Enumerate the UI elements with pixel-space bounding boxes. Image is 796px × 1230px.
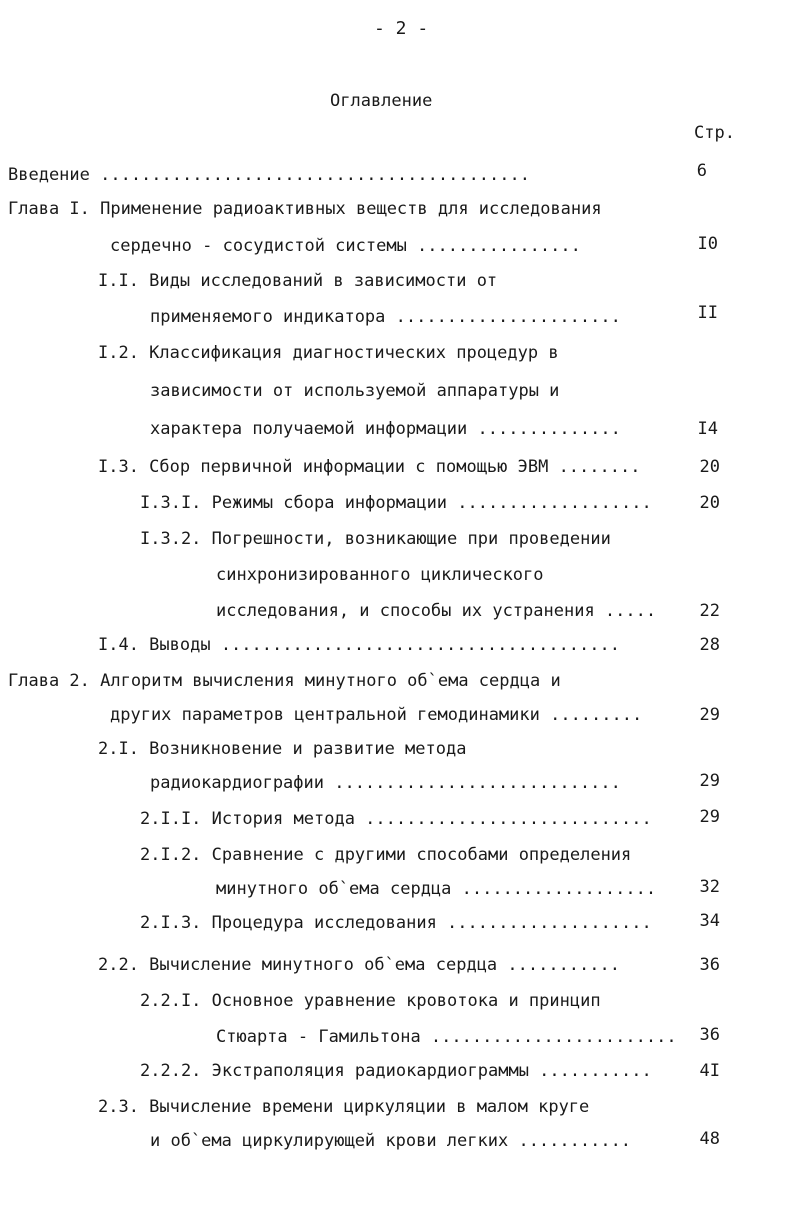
toc-entry-2-1-cont: радиокардиографии ............................ [150,773,621,793]
toc-entry-1-3-2-cont: исследования, и способы их устранения ..... [216,601,657,621]
toc-entry-chapter-1-cont: сердечно - сосудистой системы ................ [110,236,581,256]
toc-entry-1-2: I.2. Классификация диагностических процедур в [98,343,559,363]
toc-entry-chapter-1: Глава I. Применение радиоактивных веществ для исследования [8,199,602,219]
toc-page-number: 28 [699,635,720,655]
toc-entry-2-2-2: 2.2.2. Экстраполяция радиокардиограммы ........... [140,1061,652,1081]
toc-page-number: 22 [699,601,720,621]
page-number: - 2 - [374,18,429,39]
toc-page-number: 36 [699,955,720,975]
toc-entry-1-3: I.3. Сбор первичной информации с помощью ЭВМ ........ [98,457,641,477]
toc-entry-chapter-2-cont: других параметров центральной гемодинамики ......... [110,705,643,725]
toc-entry-2-1-3: 2.I.3. Процедура исследования .................... [140,913,652,933]
toc-page-number: I4 [697,419,718,439]
toc-entry-2-3: 2.3. Вычисление времени циркуляции в малом круге [98,1097,590,1117]
toc-entry-1-3-2: I.3.2. Погрешности, возникающие при проведении [140,529,611,549]
toc-entry-1-1-cont: применяемого индикатора ...................... [150,307,621,327]
toc-entry-chapter-2: Глава 2. Алгоритм вычисления минутного об`ема сердца и [8,671,561,691]
toc-page-number: II [697,303,718,323]
toc-page-number: 48 [699,1129,720,1149]
toc-page-number: 4I [699,1061,720,1081]
toc-page-number: 29 [699,807,720,827]
toc-entry-1-3-1: I.3.I. Режимы сбора информации ................... [140,493,652,513]
toc-entry-2-2: 2.2. Вычисление минутного об`ема сердца ........... [98,955,620,975]
toc-entry-1-2-cont: зависимости от используемой аппаратуры и [150,381,560,401]
toc-entry-2-3-cont: и об`ема циркулирующей крови легких ........... [150,1131,632,1151]
toc-page-number: 20 [699,457,720,477]
toc-page-number: 34 [699,911,720,931]
toc-entry-2-2-1: 2.2.I. Основное уравнение кровотока и принцип [140,991,601,1011]
toc-page-number: 29 [699,705,720,725]
toc-entry-2-2-1-cont: Стюарта - Гамильтона ........................ [216,1027,677,1047]
toc-page-number: I0 [697,234,718,254]
toc-entry-1-4: I.4. Выводы ....................................... [98,635,620,655]
page-column-header: Стр. [694,123,735,143]
toc-page-number: 6 [696,161,707,181]
page-title: Оглавление [330,91,433,111]
toc-entry-2-1-2-cont: минутного об`ема сердца ................... [216,879,657,899]
toc-page-number: 29 [699,771,720,791]
toc-entry-2-1-2: 2.I.2. Сравнение с другими способами определения [140,845,632,865]
toc-entry-1-3-2-cont: синхронизированного циклического [216,565,544,585]
toc-entry-2-1: 2.I. Возникновение и развитие метода [98,739,467,759]
toc-entry-1-2-cont: характера получаемой информации .............. [150,419,621,439]
toc-page-number: 36 [699,1025,720,1045]
toc-page-number: 20 [699,493,720,513]
toc-entry-2-1-1: 2.I.I. История метода ............................ [140,809,652,829]
toc-page-number: 32 [699,877,720,897]
toc-entry-1-1: I.I. Виды исследований в зависимости от [98,271,498,291]
toc-entry-intro: Введение .......................................... [8,165,530,185]
